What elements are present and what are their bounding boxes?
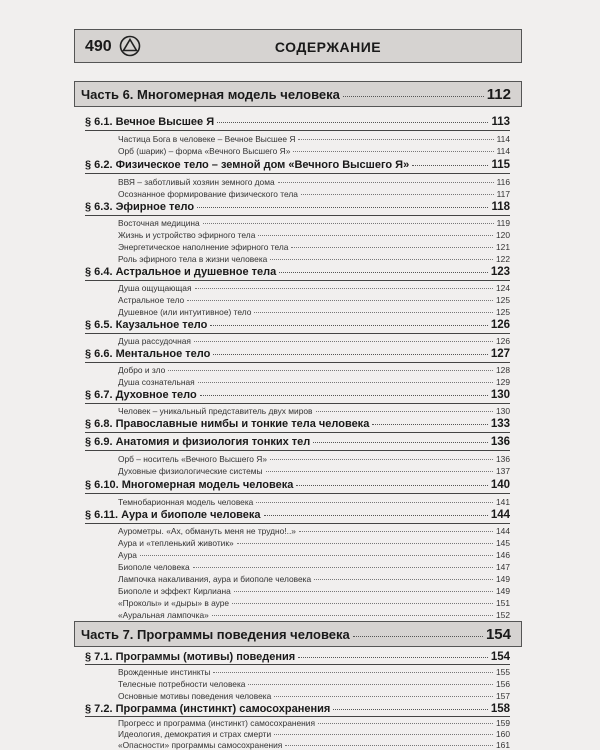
section-entry: [85, 201, 510, 213]
subsection-title: «Ауральная лампочка»: [118, 610, 209, 620]
subsection-title: Аурометры. «Ах, обмануть меня не трудно!..»: [118, 526, 296, 536]
subsection-entry: [118, 718, 510, 728]
subsection-page: 160: [496, 729, 510, 739]
subsection-page: 124: [496, 283, 510, 293]
section-title: § 6.2. Физическое тело – земной дом «Вечного Высшего Я»: [85, 159, 410, 171]
divider: [85, 403, 510, 404]
section-title: § 6.5. Каузальное тело: [85, 319, 208, 331]
subsection-title: «Опасности» программы самосохранения: [118, 740, 283, 750]
leader-dots: [200, 395, 488, 396]
subsection-page: 141: [496, 497, 510, 507]
leader-dots: [314, 579, 493, 580]
subsection-title: Астральное тело: [118, 295, 185, 305]
divider: [85, 432, 510, 433]
divider: [85, 664, 510, 665]
subsection-page: 136: [496, 454, 510, 464]
subsection-title: Аура: [118, 550, 137, 560]
subsection-entry: [118, 740, 510, 750]
leader-dots: [194, 341, 493, 342]
subsection-page: 159: [496, 718, 510, 728]
subsection-page: 147: [496, 562, 510, 572]
section-title: § 7.2. Программа (инстинкт) самосохранения: [85, 703, 331, 715]
section-title: § 6.9. Анатомия и физиология тонких тел: [85, 436, 311, 448]
part-title: Часть 7. Программы поведения человека: [81, 626, 350, 642]
subsection-title: ВВЯ – заботливый хозяин земного дома: [118, 177, 275, 187]
leader-dots: [254, 312, 493, 313]
subsection-title: Духовные физиологические системы: [118, 466, 263, 476]
leader-dots: [343, 96, 484, 97]
subsection-page: 125: [496, 295, 510, 305]
subsection-entry: [118, 538, 510, 548]
subsection-entry: [118, 146, 510, 156]
section-entry: [85, 479, 510, 491]
section-entry: [85, 509, 510, 521]
subsection-title: Душа ощущающая: [118, 283, 192, 293]
subsection-page: 114: [496, 134, 510, 144]
subsection-entry: [118, 586, 510, 596]
leader-dots: [270, 259, 493, 260]
subsection-title: «Проколы» и «дыры» в ауре: [118, 598, 230, 608]
leader-dots: [217, 122, 488, 123]
section-page: 127: [490, 348, 510, 360]
divider: [85, 130, 510, 131]
subsection-entry: [118, 218, 510, 228]
section-entry: [85, 319, 510, 331]
subsection-page: 146: [496, 550, 510, 560]
divider: [85, 215, 510, 216]
divider: [85, 493, 510, 494]
subsection-entry: [118, 598, 510, 608]
subsection-entry: [118, 295, 510, 305]
subsection-title: Орб – носитель «Вечного Высшего Я»: [118, 454, 267, 464]
subsection-entry: [118, 283, 510, 293]
section-page: 113: [491, 116, 510, 128]
subsection-entry: [118, 242, 510, 252]
subsection-page: 161: [496, 740, 510, 750]
subsection-page: 130: [496, 406, 510, 416]
section-entry: [85, 703, 510, 715]
subsection-title: Прогресс и программа (инстинкт) самосохранения: [118, 718, 315, 728]
subsection-entry: [118, 177, 510, 187]
leader-dots: [266, 471, 493, 472]
leader-dots: [212, 615, 493, 616]
section-page: 133: [490, 418, 510, 430]
page-number: 490: [85, 38, 112, 55]
subsection-page: 114: [496, 146, 510, 156]
leader-dots: [234, 591, 493, 592]
part-page: 112: [486, 85, 511, 103]
section-page: 126: [490, 319, 510, 331]
subsection-entry: [118, 365, 510, 375]
subsection-entry: [118, 679, 510, 689]
leader-dots: [316, 411, 494, 412]
leader-dots: [264, 515, 488, 516]
leader-dots: [333, 709, 488, 710]
section-entry: [85, 651, 510, 663]
subsection-title: Частица Бога в человеке – Вечное Высшее Я: [118, 134, 296, 144]
section-title: § 6.10. Многомерная модель человека: [85, 479, 294, 491]
leader-dots: [213, 354, 487, 355]
subsection-page: 125: [496, 307, 510, 317]
leader-dots: [258, 235, 493, 236]
section-entry: [85, 436, 510, 448]
section-page: 144: [490, 509, 510, 521]
divider: [85, 716, 510, 717]
subsection-title: Энергетическое наполнение эфирного тела: [118, 242, 289, 252]
subsection-entry: [118, 610, 510, 620]
divider: [85, 362, 510, 363]
page-header: [74, 29, 522, 63]
leader-dots: [198, 382, 493, 383]
leader-dots: [285, 745, 493, 746]
subsection-title: Душа сознательная: [118, 377, 195, 387]
divider: [85, 173, 510, 174]
leader-dots: [140, 555, 493, 556]
subsection-title: Роль эфирного тела в жизни человека: [118, 254, 268, 264]
leader-dots: [232, 603, 493, 604]
page-title: СОДЕРЖАНИЕ: [274, 39, 382, 55]
leader-dots: [372, 424, 488, 425]
leader-dots: [210, 325, 488, 326]
section-entry: [85, 418, 510, 430]
leader-dots: [278, 182, 494, 183]
subsection-title: Основные мотивы поведения человека: [118, 691, 272, 701]
subsection-entry: [118, 497, 510, 507]
subsection-page: 122: [496, 254, 510, 264]
subsection-page: 152: [496, 610, 510, 620]
leader-dots: [248, 684, 493, 685]
subsection-title: Жизнь и устройство эфирного тела: [118, 230, 256, 240]
subsection-page: 145: [496, 538, 510, 548]
leader-dots: [168, 370, 493, 371]
section-title: § 6.1. Вечное Высшее Я: [85, 116, 215, 128]
leader-dots: [195, 288, 494, 289]
subsection-title: Телесные потребности человека: [118, 679, 246, 689]
subsection-page: 121: [496, 242, 510, 252]
subsection-title: Добро и зло: [118, 365, 166, 375]
section-page: 154: [490, 651, 510, 663]
subsection-title: Осознанное формирование физического тела: [118, 189, 298, 199]
subsection-page: 155: [496, 667, 510, 677]
section-title: § 7.1. Программы (мотивы) поведения: [85, 651, 296, 663]
leader-dots: [193, 567, 493, 568]
subsection-page: 151: [496, 598, 510, 608]
subsection-entry: [118, 691, 510, 701]
divider: [85, 450, 510, 451]
leader-dots: [298, 657, 488, 658]
section-title: § 6.11. Аура и биополе человека: [85, 509, 261, 521]
subsection-title: Лампочка накаливания, аура и биополе человека: [118, 574, 312, 584]
leader-dots: [299, 531, 493, 532]
subsection-entry: [118, 377, 510, 387]
section-page: 140: [490, 479, 510, 491]
subsection-title: Темнобарионная модель человека: [118, 497, 254, 507]
subsection-page: 116: [496, 177, 510, 187]
subsection-title: Идеология, демократия и страх смерти: [118, 729, 272, 739]
leader-dots: [213, 672, 493, 673]
subsection-page: 128: [496, 365, 510, 375]
section-title: § 6.6. Ментальное тело: [85, 348, 211, 360]
subsection-page: 119: [496, 218, 510, 228]
leader-dots: [187, 300, 493, 301]
subsection-entry: [118, 526, 510, 536]
subsection-page: 126: [496, 336, 510, 346]
subsection-title: Аура и «тепленький животик»: [118, 538, 234, 548]
subsection-entry: [118, 336, 510, 346]
leader-dots: [237, 543, 493, 544]
subsection-page: 137: [496, 466, 510, 476]
section-entry: [85, 348, 510, 360]
section-entry: [85, 159, 510, 171]
subsection-title: Душа рассудочная: [118, 336, 191, 346]
subsection-title: Врожденные инстинкты: [118, 667, 211, 677]
leader-dots: [197, 207, 488, 208]
subsection-title: Душевное (или интуитивное) тело: [118, 307, 252, 317]
subsection-entry: [118, 254, 510, 264]
section-entry: [85, 389, 510, 401]
section-page: 136: [490, 436, 510, 448]
leader-dots: [274, 696, 493, 697]
subsection-title: Биополе человека: [118, 562, 190, 572]
subsection-page: 149: [496, 586, 510, 596]
subsection-page: 149: [496, 574, 510, 584]
subsection-page: 144: [496, 526, 510, 536]
subsection-entry: [118, 406, 510, 416]
leader-dots: [298, 139, 493, 140]
subsection-entry: [118, 729, 510, 739]
section-entry: [85, 116, 510, 128]
subsection-title: Биополе и эффект Кирлиана: [118, 586, 231, 596]
leader-dots: [313, 442, 488, 443]
section-page: 130: [490, 389, 510, 401]
subsection-entry: [118, 466, 510, 476]
section-page: 118: [491, 201, 510, 213]
section-entry: [85, 266, 510, 278]
section-title: § 6.3. Эфирное тело: [85, 201, 195, 213]
subsection-title: Человек – уникальный представитель двух миров: [118, 406, 313, 416]
leader-dots: [353, 636, 483, 637]
leader-dots: [274, 734, 493, 735]
subsection-page: 156: [496, 679, 510, 689]
leader-dots: [301, 194, 494, 195]
section-title: § 6.7. Духовное тело: [85, 389, 197, 401]
subsection-entry: [118, 454, 510, 464]
subsection-entry: [118, 667, 510, 677]
subsection-entry: [118, 574, 510, 584]
leader-dots: [279, 272, 488, 273]
section-page: 115: [491, 159, 510, 171]
leader-dots: [293, 151, 493, 152]
part-title: Часть 6. Многомерная модель человека: [81, 86, 340, 102]
subsection-entry: [118, 189, 510, 199]
divider: [85, 523, 510, 524]
leader-dots: [296, 485, 487, 486]
leader-dots: [412, 165, 488, 166]
leader-dots: [203, 223, 494, 224]
subsection-page: 117: [496, 189, 510, 199]
subsection-entry: [118, 550, 510, 560]
subsection-page: 129: [496, 377, 510, 387]
subsection-page: 157: [496, 691, 510, 701]
section-page: 158: [490, 703, 510, 715]
leader-dots: [291, 247, 493, 248]
part-heading: [74, 81, 522, 107]
subsection-title: Восточная медицина: [118, 218, 200, 228]
subsection-entry: [118, 562, 510, 572]
leader-dots: [270, 459, 493, 460]
divider: [85, 280, 510, 281]
section-title: § 6.8. Православные нимбы и тонкие тела человека: [85, 418, 370, 430]
section-page: 123: [490, 266, 510, 278]
subsection-entry: [118, 134, 510, 144]
section-title: § 6.4. Астральное и душевное тела: [85, 266, 277, 278]
leader-dots: [318, 723, 493, 724]
subsection-page: 120: [496, 230, 510, 240]
subsection-entry: [118, 307, 510, 317]
leader-dots: [256, 502, 493, 503]
part-heading: [74, 621, 522, 647]
divider: [85, 333, 510, 334]
part-page: 154: [485, 625, 511, 643]
subsection-title: Орб (шарик) – форма «Вечного Высшего Я»: [118, 146, 291, 156]
subsection-entry: [118, 230, 510, 240]
